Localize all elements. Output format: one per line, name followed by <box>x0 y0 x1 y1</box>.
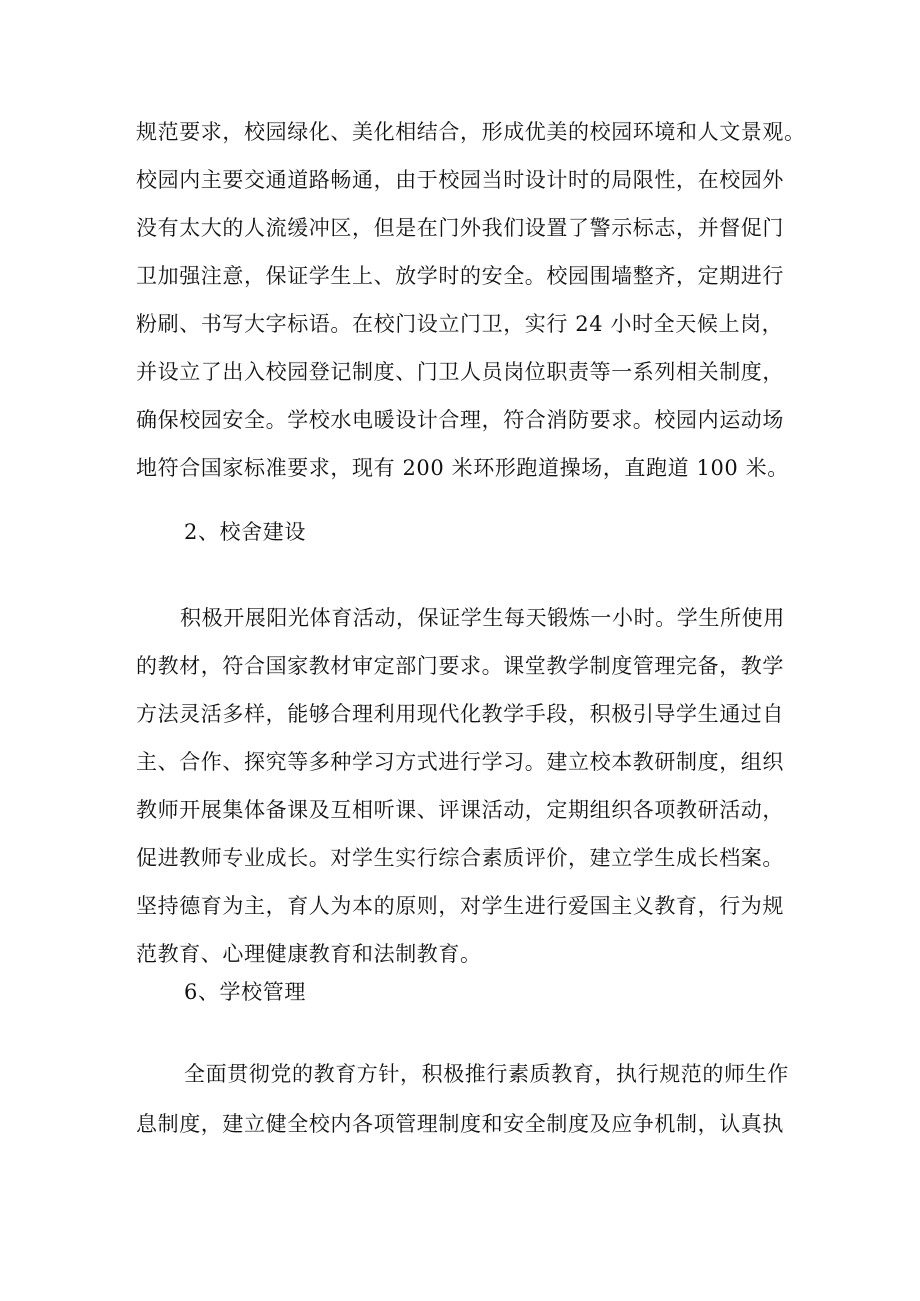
section-heading-campus-buildings: 2、校舍建设 <box>184 520 306 544</box>
text-line: 全面贯彻党的教育方针，积极推行素质教育，执行规范的师生作 <box>184 1062 789 1086</box>
text-line: 地符合国家标准要求，现有 200 米环形跑道操场，直跑道 100 米。 <box>136 456 789 480</box>
text-line: 促进教师专业成长。对学生实行综合素质评价，建立学生成长档案。 <box>136 846 784 870</box>
text-line: 确保校园安全。学校水电暖设计合理，符合消防要求。校园内运动场 <box>136 408 784 432</box>
text-line: 教师开展集体备课及互相听课、评课活动，定期组织各项教研活动， <box>136 798 784 822</box>
text-line: 息制度，建立健全校内各项管理制度和安全制度及应争机制，认真执 <box>136 1112 784 1136</box>
text-line: 校园内主要交通道路畅通，由于校园当时设计时的局限性，在校园外 <box>136 168 784 192</box>
text-line: 积极开展阳光体育活动，保证学生每天锻炼一小时。学生所使用 <box>180 606 785 630</box>
section-heading-school-management: 6、学校管理 <box>184 980 306 1004</box>
text-line: 范教育、心理健康教育和法制教育。 <box>136 942 482 966</box>
text-line: 并设立了出入校园登记制度、门卫人员岗位职责等一系列相关制度， <box>136 360 784 384</box>
text-line: 规范要求，校园绿化、美化相结合，形成优美的校园环境和人文景观。 <box>136 120 806 144</box>
text-line: 卫加强注意，保证学生上、放学时的安全。校园围墙整齐，定期进行 <box>136 264 784 288</box>
text-line: 粉刷、书写大字标语。在校门设立门卫，实行 24 小时全天候上岗， <box>136 312 784 336</box>
text-line: 的教材，符合国家教材审定部门要求。课堂教学制度管理完备，教学 <box>136 654 784 678</box>
text-line: 坚持德育为主，育人为本的原则，对学生进行爱国主义教育，行为规 <box>136 894 784 918</box>
text-line: 主、合作、探究等多种学习方式进行学习。建立校本教研制度，组织 <box>136 750 784 774</box>
text-line: 方法灵活多样，能够合理利用现代化教学手段，积极引导学生通过自 <box>136 702 784 726</box>
text-line: 没有太大的人流缓冲区，但是在门外我们设置了警示标志，并督促门 <box>136 216 784 240</box>
